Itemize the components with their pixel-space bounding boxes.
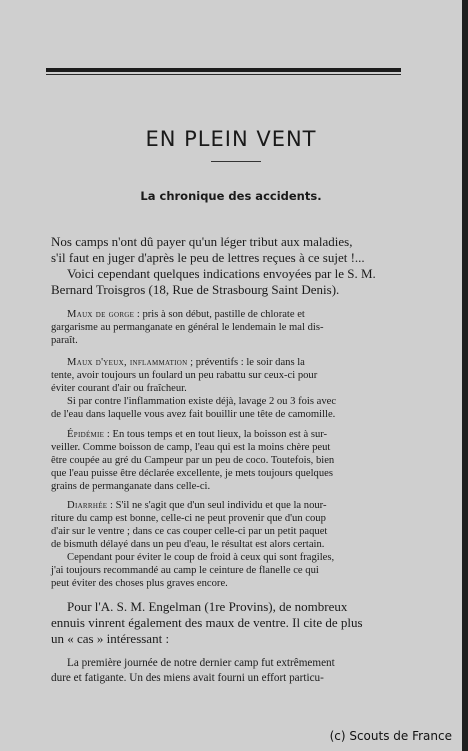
entry-line: d'air sur le ventre ; dans ce cas couper celle-ci par un petit paquet [51,526,328,537]
intro-line: Voici cependant quelques indications envoyées par le S. M. [67,266,376,281]
quote-line: dure et fatigante. Un des miens avait fourni un effort particu- [51,672,324,684]
entry-line: peut éviter des choses plus graves encore. [51,578,228,589]
closing-line: un « cas » intéressant : [51,631,170,646]
intro-line: Bernard Troisgros (18, Rue de Strasbourg Saint Denis). [51,282,340,297]
intro-line: s'il faut en juger d'après le peu de lettres reçues à ce sujet !... [51,250,365,265]
entry-line: gargarisme au permanganate en général le lendemain le mal dis- [51,322,324,333]
quote-line: La première journée de notre dernier camp fut extrêmement [67,657,335,669]
entry-line: que l'eau puisse être déclarée excellente, je mets toujours quelques [51,468,333,479]
entry-heading: Maux d'yeux, inflammation [67,357,188,368]
entry-heading: Diarrhée [67,500,108,511]
entry-line: Épidémie : En tous temps et en tout lieux, la boisson est à sur- [67,429,328,440]
header-rule [46,68,401,72]
entry-line: de l'eau dans laquelle vous avez fait bouillir une tête de camomille. [51,409,336,420]
entry-line: grains de permanganate dans celle-ci. [51,481,211,492]
entry-line: paraît. [51,335,78,346]
entry-line: tente, avoir toujours un foulard un peu rabattu sur ceux-ci pour [51,370,318,381]
copyright-credit: (c) Scouts de France [329,729,452,743]
entry-line: éviter courant d'air ou fraîcheur. [51,383,187,394]
entry-line: riture du camp est bonne, celle-ci ne peut provenir que d'un coup [51,513,326,524]
entry-line: Diarrhée : S'il ne s'agit que d'un seul individu et que la nour- [67,500,327,511]
intro-line: Nos camps n'ont dû payer qu'un léger tribut aux maladies, [51,234,353,249]
entry-heading: Épidémie [67,429,105,440]
entry-line: Si par contre l'inflammation existe déjà, lavage 2 ou 3 fois avec [67,396,337,407]
closing-line: Pour l'A. S. M. Engelman (1re Provins), de nombreux [67,599,348,614]
closing-line: ennuis vinrent également des maux de ventre. Il cite de plus [51,615,363,630]
entry-line: Maux d'yeux, inflammation ; préventifs : le soir dans la [67,357,305,368]
entry-heading: Maux de gorge [67,309,135,320]
title-underline [211,161,261,162]
entry-line: Maux de gorge : pris à son début, pastille de chlorate et [67,309,305,320]
section-subtitle: La chronique des accidents. [140,189,322,203]
entry-line: être coupée au gré du Campeur par un peu de coco. Toutefois, bien [51,455,335,466]
page-edge-shadow [462,0,468,751]
header-rule-thin [46,74,401,75]
entry-line: j'ai toujours recommandé au camp le ceinture de flanelle ce qui [51,565,319,576]
entry-line: veiller. Comme boisson de camp, l'eau qui est la moins chère peut [51,442,331,453]
entry-line: de bismuth délayé dans un peu d'eau, le résultat est alors certain. [51,539,325,550]
entry-line: Cependant pour éviter le coup de froid à ceux qui sont fragiles, [67,552,335,563]
page-title: EN PLEIN VENT [145,127,317,151]
